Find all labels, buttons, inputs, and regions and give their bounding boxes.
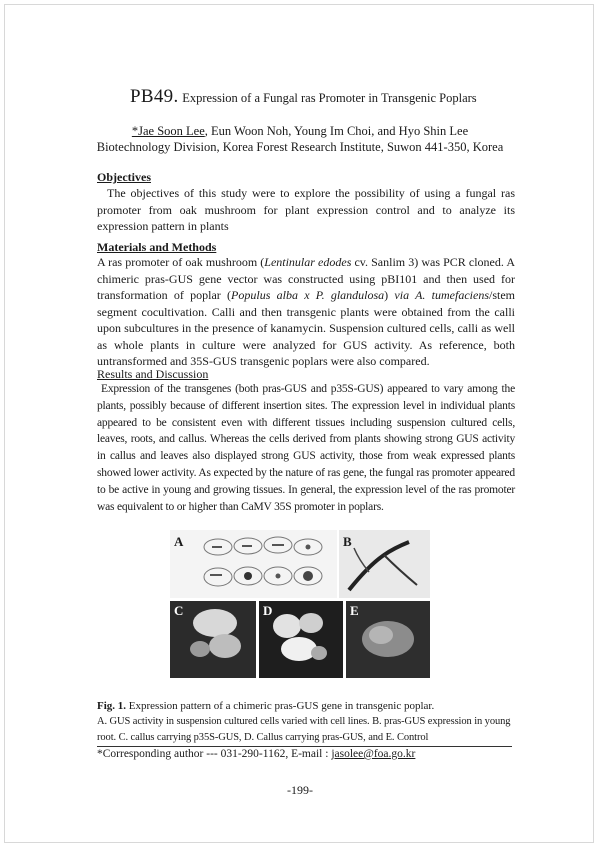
results-heading: Results and Discussion bbox=[97, 367, 209, 381]
panel-label-e: E bbox=[350, 603, 359, 618]
footnote-rule bbox=[97, 746, 512, 747]
affiliation: Biotechnology Division, Korea Forest Research Institute, Suwon 441-350, Korea bbox=[96, 140, 504, 154]
panel-label-c: C bbox=[174, 603, 184, 618]
panel-label-a: A bbox=[174, 534, 184, 549]
species-poplar: Populus alba x P. glandulosa bbox=[231, 288, 385, 302]
objectives-text: The objectives of this study were to explore the possibility of using a fungal ras promoter from oak mushroom for plant expression control and to analyze its expression pattern in plants bbox=[97, 186, 515, 233]
methods-part-1: A ras promoter of oak mushroom ( bbox=[97, 255, 265, 269]
page-number: -199- bbox=[287, 783, 313, 797]
methods-text bbox=[97, 254, 515, 370]
objectives-heading: Objectives bbox=[97, 170, 151, 184]
figure-panel-e bbox=[346, 601, 430, 678]
footnote-label: *Corresponding author --- 031-290-1162, E-mail : bbox=[97, 748, 332, 760]
footnote bbox=[97, 748, 415, 760]
methods-heading: Materials and Methods bbox=[97, 240, 217, 254]
methods-part-4: /stem segment cocultivation. Calli and then transgenic plants were obtained from the calli upon subcultures in the presence of kanamycin. Suspension cultured cells, calli as well as whole plants in culture were analyzed for GUS activity. As reference, both untransformed and 35S-GUS transgenic poplars were also compared. bbox=[97, 288, 515, 368]
young-root-image bbox=[339, 530, 430, 598]
author-list bbox=[0, 124, 600, 139]
abstract-code: PB49. bbox=[130, 86, 179, 107]
figure-caption-label: Fig. 1. bbox=[97, 700, 127, 712]
corresponding-author: *Jae Soon Lee bbox=[131, 124, 205, 138]
figure-1 bbox=[170, 530, 430, 678]
methods-part-2: cv. Sanlim 3) was PCR cloned. A chimeric pras-GUS gene vector was constructed using pBI101 and then used for transformation of poplar ( bbox=[97, 255, 515, 302]
other-authors: , Eun Woon Noh, Young Im Choi, and Hyo Shin Lee bbox=[204, 124, 469, 138]
figure-caption-main: Expression pattern of a chimeric pras-GUS gene in transgenic poplar. bbox=[126, 700, 435, 712]
figure-caption bbox=[97, 699, 517, 715]
figure-panel-d bbox=[259, 601, 343, 678]
email-link[interactable]: jasolee@foa.go.kr bbox=[331, 748, 416, 760]
figure-panel-c bbox=[170, 601, 256, 678]
title-text: Expression of a Fungal ras Promoter in Transgenic Poplars bbox=[182, 91, 477, 105]
petri-dishes-image bbox=[170, 530, 337, 598]
figure-panel-b bbox=[339, 530, 430, 598]
panel-label-b: B bbox=[343, 534, 352, 549]
species-mushroom: Lentinular edodes bbox=[264, 255, 352, 269]
species-agrobacterium: via A. tumefaciens bbox=[394, 288, 489, 302]
figure-caption-detail: A. GUS activity in suspension cultured cells varied with cell lines. B. pras-GUS expression in young root. C. callus carrying p35S-GUS, D. Callus carrying pras-GUS, and E. Control bbox=[97, 716, 511, 743]
methods-part-3: ) bbox=[384, 288, 395, 302]
figure-panel-a bbox=[170, 530, 337, 598]
panel-label-d: D bbox=[263, 603, 273, 618]
paper-title bbox=[130, 86, 477, 108]
results-text: Expression of the transgenes (both pras-GUS and p35S-GUS) appeared to vary among the plants, possibly because of different insertion sites. The expression level in individual plants appeared to be consistent even with different tissues including suspension cultured cells, leaves, roots, and callus. Whereas the cells derived from plants showing strong GUS activity in callus and leaves also displayed strong GUS activity, those from weak expressed plants showed lower activity. As expected by the nature of ras gene, the fungal ras promoter appeared to be active in young and growing tissues. In general, the expression level of the ras promoter was equivalent to or higher than CaMV 35S promoter in poplars. bbox=[97, 383, 515, 513]
